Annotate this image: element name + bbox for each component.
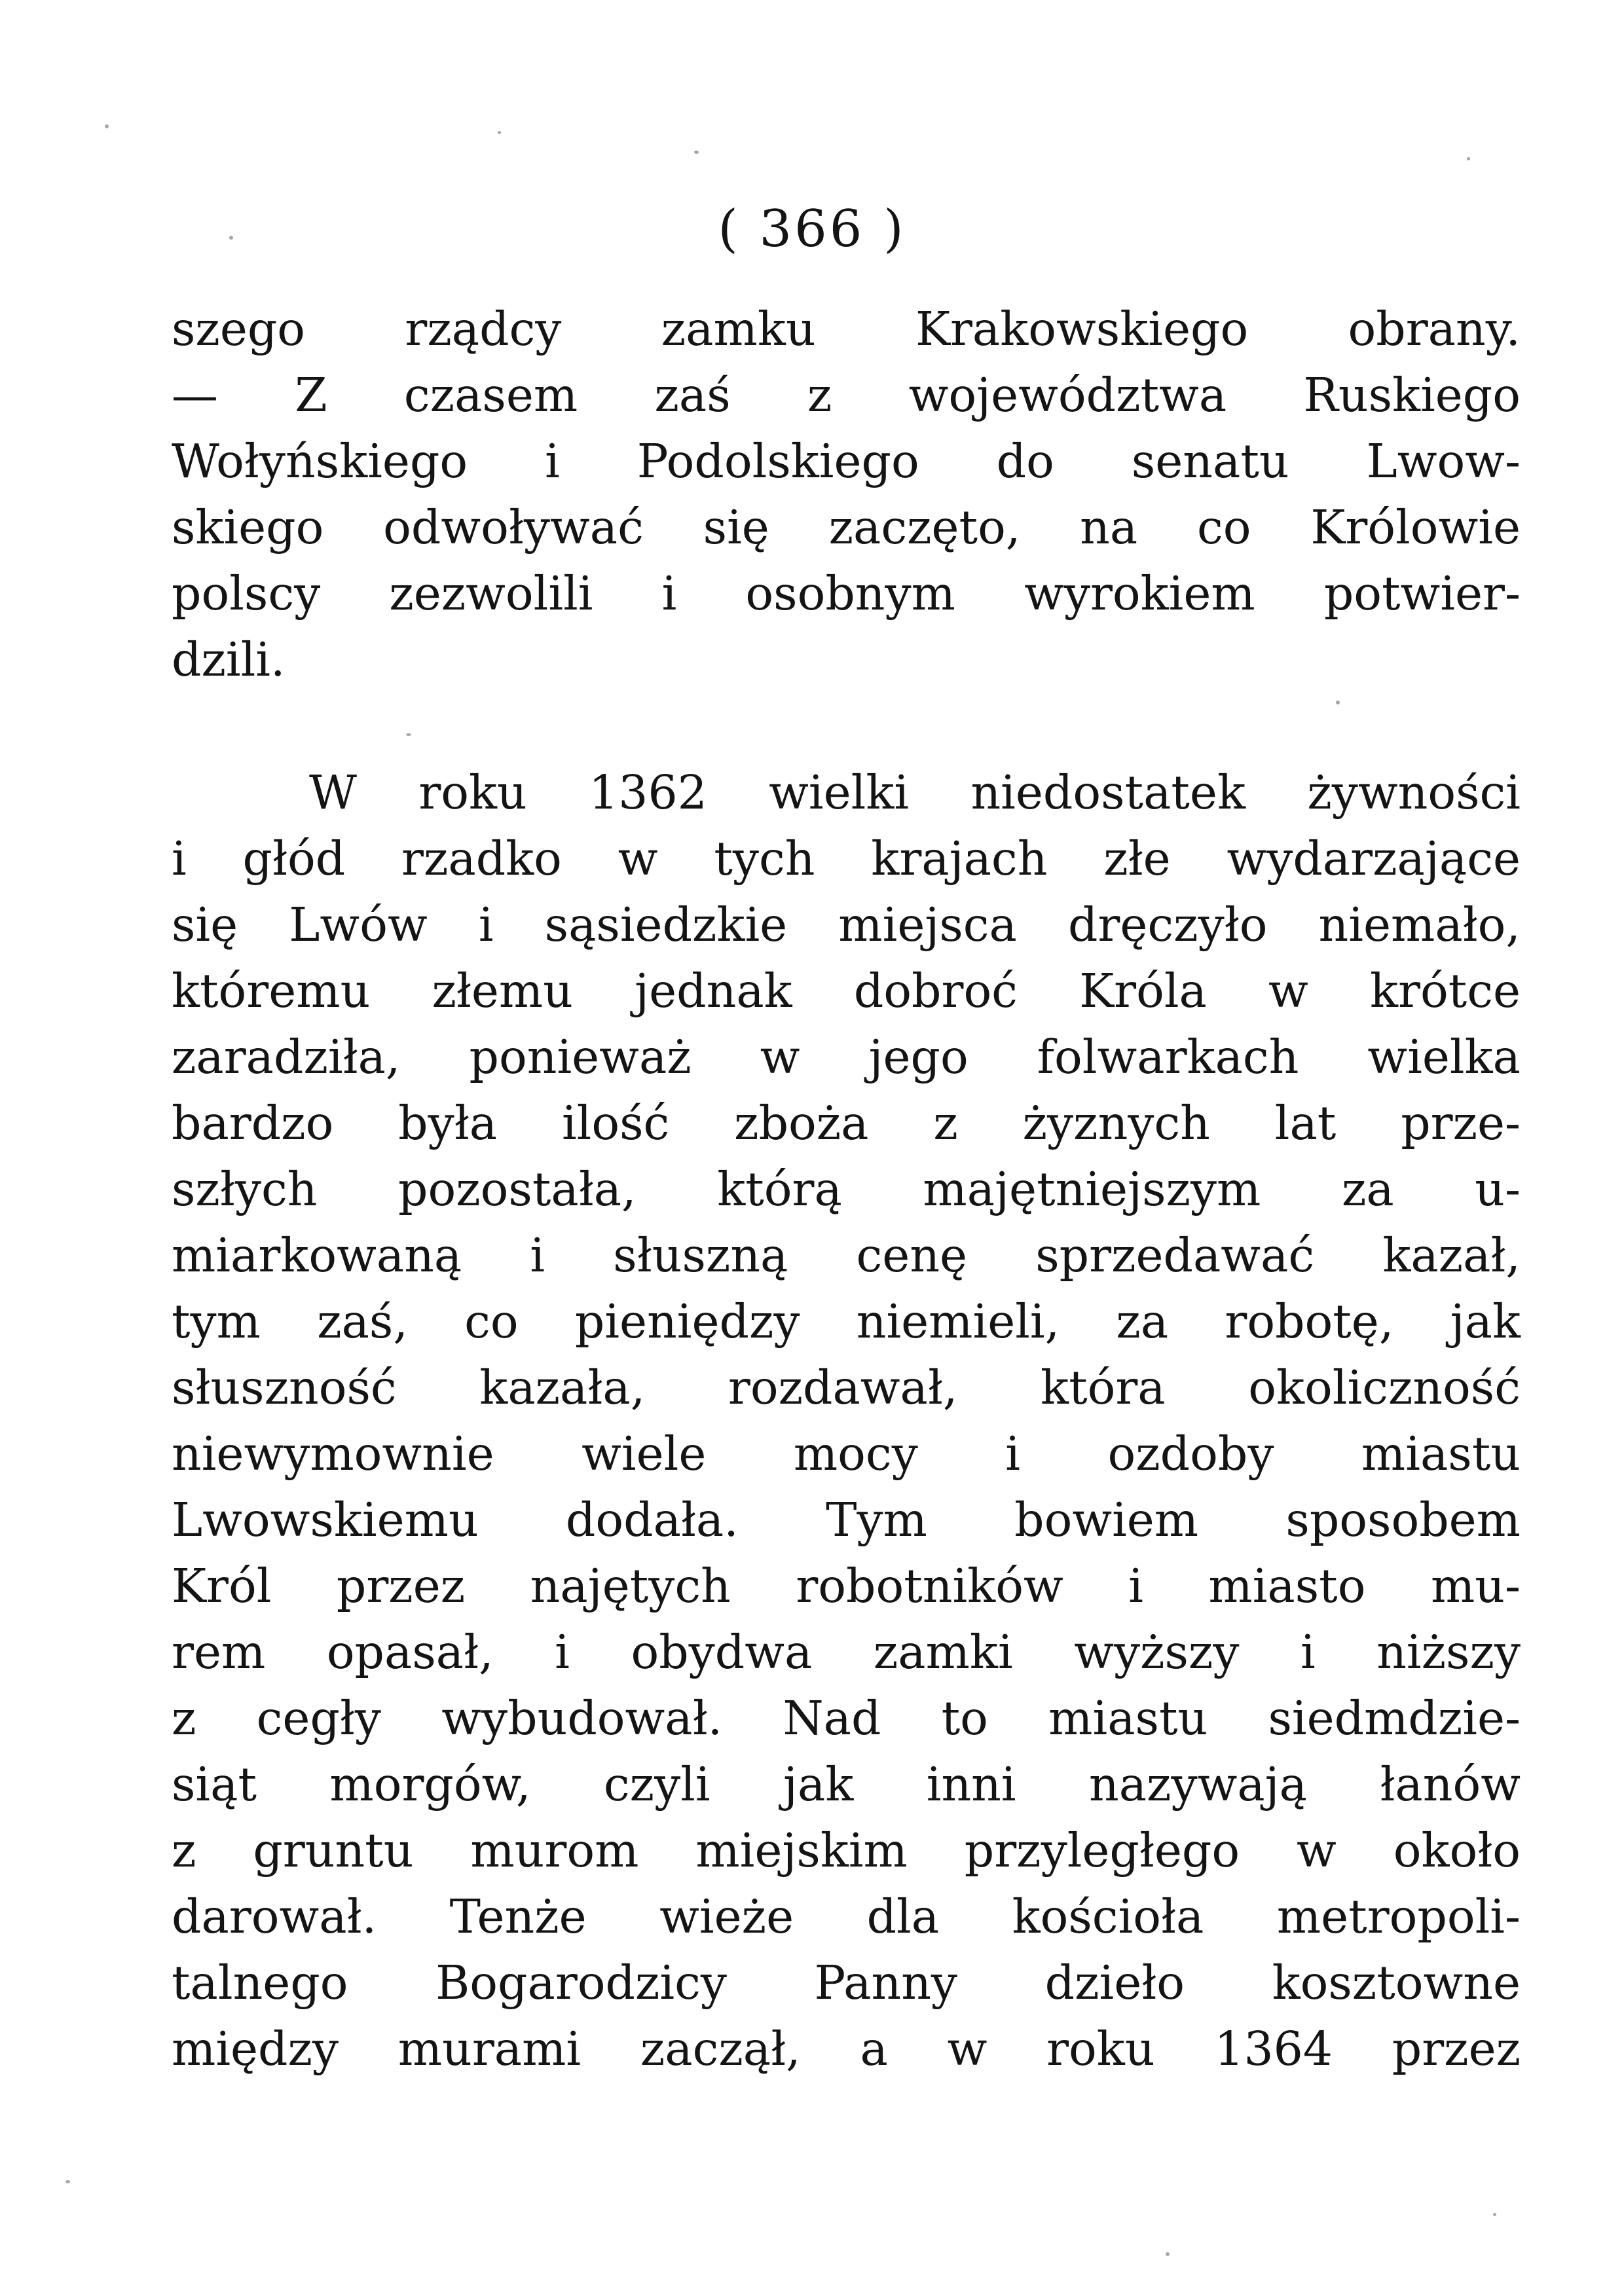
text-line: z cegły wybudował. Nad to miastu siedmdzie- [172, 1691, 1521, 1745]
text-line: W roku 1362 wielki niedostatek żywności [309, 765, 1521, 820]
scan-speck [65, 2180, 70, 2183]
scan-speck [105, 124, 109, 128]
text-line: szego rządcy zamku Krakowskiego obrany. [172, 302, 1521, 356]
scan-speck [406, 733, 411, 736]
text-line: słuszność kazała, rozdawał, która okoliczność [172, 1360, 1521, 1415]
text-line: tym zaś, co pieniędzy niemieli, za robotę, jak [172, 1294, 1521, 1349]
paragraph [172, 759, 1521, 2082]
text-line: siąt morgów, czyli jak inni nazywają łanów [172, 1757, 1521, 1812]
scan-speck [229, 236, 233, 240]
text-line: z gruntu murom miejskim przyległego w około [172, 1823, 1521, 1878]
text-line: i głód rzadko w tych krajach złe wydarzające [172, 831, 1521, 886]
text-line: się Lwów i sąsiedzkie miejsca dręczyło niemało, [172, 898, 1521, 952]
page-number: ( 366 ) [718, 200, 906, 259]
text-line: Król przez najętych robotników i miasto mu- [172, 1559, 1521, 1613]
scan-speck [694, 151, 699, 154]
text-line: rem opasał, i obydwa zamki wyższy i niższy [172, 1625, 1521, 1679]
text-line: któremu złemu jednak dobroć Króla w krótce [172, 964, 1521, 1018]
text-line: między murami zaczął, a w roku 1364 przez [172, 2022, 1521, 2076]
text-line: bardzo była ilość zboża z żyznych lat prze- [172, 1096, 1521, 1150]
body-text [172, 296, 1521, 2082]
scan-speck [1493, 2213, 1496, 2216]
text-line: niewymownie wiele mocy i ozdoby miastu [172, 1427, 1521, 1481]
scan-speck [1336, 701, 1340, 704]
paragraph [172, 296, 1521, 693]
text-line: polscy zezwolili i osobnym wyrokiem potwier- [172, 566, 1521, 621]
text-line: talnego Bogarodzicy Panny dzieło kosztowne [172, 1956, 1521, 2010]
text-line: Lwowskiemu dodała. Tym bowiem sposobem [172, 1493, 1521, 1547]
paragraph-spacer [172, 693, 1521, 759]
text-line: szłych pozostała, którą majętniejszym za u- [172, 1162, 1521, 1216]
text-line: dzili. [172, 632, 286, 687]
text-line: zaradziła, ponieważ w jego folwarkach wielka [172, 1030, 1521, 1084]
scan-speck [1467, 157, 1470, 160]
text-line: miarkowaną i słuszną cenę sprzedawać kazał, [172, 1228, 1521, 1283]
text-line: skiego odwoływać się zaczęto, na co Królowie [172, 500, 1521, 555]
scan-speck [498, 131, 501, 134]
text-line: darował. Tenże wieże dla kościoła metropoli- [172, 1889, 1521, 1944]
text-line: — Z czasem zaś z województwa Ruskiego [172, 368, 1521, 422]
scan-speck [1166, 2252, 1170, 2256]
text-line: Wołyńskiego i Podolskiego do senatu Lwow- [172, 434, 1521, 488]
